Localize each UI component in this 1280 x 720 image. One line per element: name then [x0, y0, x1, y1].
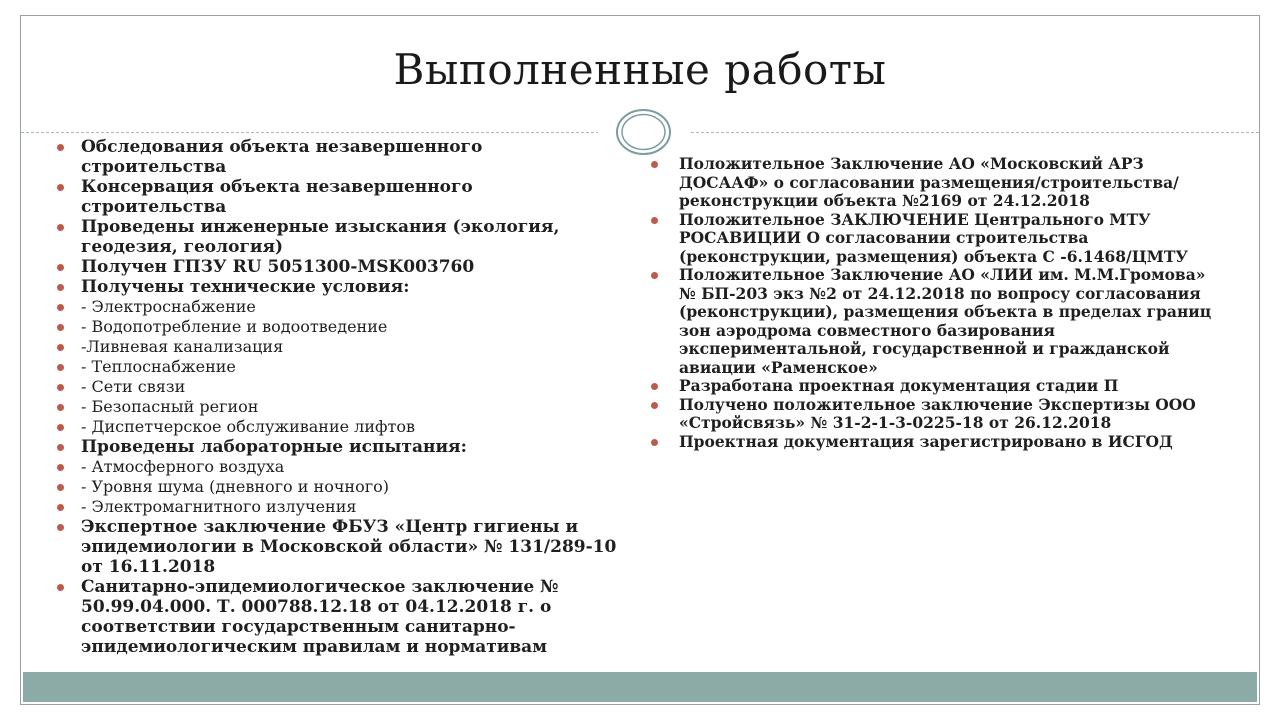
list-item-text: Положительное Заключение АО «Московский АРЗ ДОСААФ» о согласовании размещения/строительства/реконструкции объекта №2169 от 24.12.2018 [679, 154, 1179, 210]
list-item [57, 497, 617, 517]
list-item [57, 217, 617, 257]
slide-frame [20, 15, 1260, 705]
content-columns [21, 16, 1259, 670]
list-item-text: Обследования объекта незавершенного строительства [81, 137, 483, 177]
list-item [651, 266, 1226, 377]
list-item [57, 417, 617, 437]
list-item-text: Положительное Заключение АО «ЛИИ им. М.М.Громова» № БП-203 экз №2 от 24.12.2018 по вопросу согласования (реконструкции), размещения объекта в пределах границ зон аэродрома совместного базирования экспериментальной, государственной и гражданской авиации «Раменское» [679, 265, 1212, 377]
bullet-icon [57, 484, 64, 491]
list-item-text: - Сети связи [81, 377, 186, 396]
list-item-text: - Электроснабжение [81, 297, 256, 316]
list-item-text: Получен ГПЗУ RU 5051300-MSK003760 [81, 257, 475, 277]
list-item-text: - Водопотребление и водоотведение [81, 317, 388, 336]
bullet-icon [57, 324, 64, 331]
bullet-icon [57, 224, 64, 231]
list-item-text: Положительное ЗАКЛЮЧЕНИЕ Центрального МТУ РОСАВИЦИИ О согласовании строительства (реконструкции, размещения) объекта С -6.1468/ЦМТУ [679, 209, 1188, 266]
list-item-text: Получено положительное заключение Экспертизы ООО «Стройсвязь» № 31-2-1-3-0225-18 от 26.12.2018 [679, 394, 1196, 432]
bullet-icon [57, 504, 64, 511]
list-item-text: - Электромагнитного излучения [81, 497, 357, 516]
bullet-icon [57, 284, 64, 291]
list-item [57, 257, 617, 277]
list-item-text: - Диспетчерское обслуживание лифтов [81, 417, 416, 436]
list-item [57, 317, 617, 337]
list-item [57, 137, 617, 177]
list-item-text: - Уровня шума (дневного и ночного) [81, 477, 389, 496]
bullet-icon [57, 364, 64, 371]
bullet-icon [57, 344, 64, 351]
list-item-text: Проектная документация зарегистрировано в ИСГОД [679, 431, 1173, 451]
bullet-icon [57, 424, 64, 431]
bullet-icon [651, 383, 658, 390]
bullet-icon [651, 402, 658, 409]
bullet-icon [57, 464, 64, 471]
bullet-icon [57, 404, 64, 411]
list-item-text: Консервация объекта незавершенного строительства [81, 177, 473, 217]
list-item-text: Разработана проектная документация стадии П [679, 376, 1119, 395]
list-item [651, 155, 1226, 211]
list-item [57, 437, 617, 457]
bullet-icon [57, 184, 64, 191]
list-item [57, 357, 617, 377]
list-item-text: - Безопасный регион [81, 397, 259, 416]
bullet-icon [57, 304, 64, 311]
list-item [57, 337, 617, 357]
list-item [57, 577, 617, 657]
list-item-text: Санитарно-эпидемиологическое заключение № 50.99.04.000. Т. 000788.12.18 от 04.12.2018 г. о соответствии государственным санитарно-эпидемиологическим правилам и нормативам [81, 577, 559, 657]
list-item [57, 177, 617, 217]
slide-title: Выполненные работы [393, 45, 887, 94]
left-column [57, 137, 617, 657]
bullet-icon [651, 439, 658, 446]
bullet-icon [651, 161, 658, 168]
list-item [57, 457, 617, 477]
list-item-text: Проведены инженерные изыскания (экология, геодезия, геология) [81, 217, 560, 257]
bullet-icon [57, 524, 64, 531]
right-column [651, 155, 1226, 451]
footer-bar [23, 672, 1257, 702]
list-item [57, 517, 617, 577]
list-item [651, 211, 1226, 267]
bullet-icon [57, 384, 64, 391]
bullet-icon [57, 584, 64, 591]
list-item [57, 397, 617, 417]
list-item-text: -Ливневая канализация [81, 337, 284, 356]
list-item-text: Проведены лабораторные испытания: [81, 437, 467, 457]
bullet-icon [57, 264, 64, 271]
list-item-text: Получены технические условия: [81, 277, 410, 297]
list-item-text: - Теплоснабжение [81, 357, 236, 376]
bullet-icon [57, 444, 64, 451]
list-item [651, 433, 1226, 452]
list-item-text: - Атмосферного воздуха [81, 457, 285, 476]
list-item-text: Экспертное заключение ФБУЗ «Центр гигиены и эпидемиологии в Московской области» № 131/289-10 от 16.11.2018 [81, 517, 617, 577]
list-item [57, 377, 617, 397]
list-item [651, 377, 1226, 396]
bullet-icon [651, 217, 658, 224]
list-item [57, 297, 617, 317]
list-item [57, 277, 617, 297]
list-item [57, 477, 617, 497]
bullet-icon [57, 144, 64, 151]
list-item [651, 396, 1226, 433]
bullet-icon [651, 272, 658, 279]
